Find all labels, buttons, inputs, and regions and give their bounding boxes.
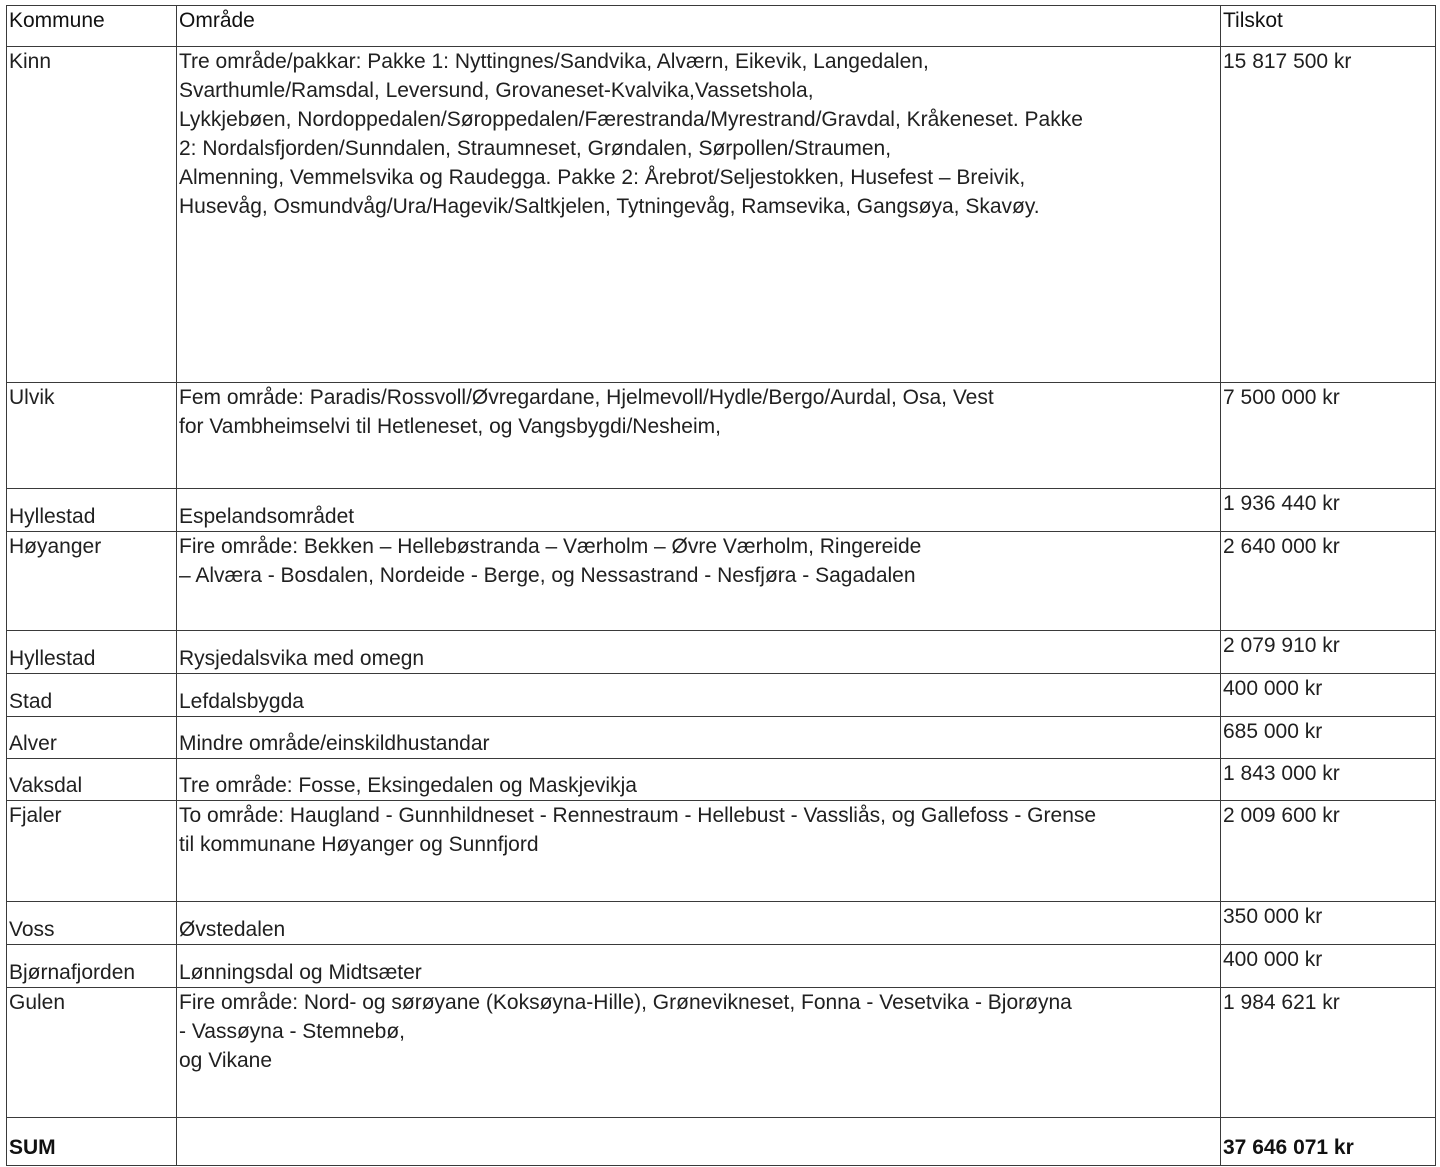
kommune-cell: Vaksdal [7,759,177,801]
tilskot-cell: 350 000 kr [1221,902,1436,945]
omrade-cell: Fire område: Nord- og sørøyane (Koksøyna-Hille), Grønevikneset, Fonna - Vesetvika - Bjorøyna - Vassøyna - Stemnebø, og Vikane [177,988,1221,1118]
sum-label: SUM [7,1118,177,1166]
kommune-cell: Stad [7,674,177,717]
omrade-cell: Mindre område/einskildhustandar [177,717,1221,759]
tilskot-cell: 2 079 910 kr [1221,631,1436,674]
tilskot-cell: 400 000 kr [1221,945,1436,988]
sum-empty-cell [177,1118,1221,1166]
header-kommune: Kommune [7,6,177,47]
kommune-cell: Alver [7,717,177,759]
kommune-cell: Høyanger [7,532,177,631]
tilskot-cell: 2 640 000 kr [1221,532,1436,631]
tilskot-cell: 2 009 600 kr [1221,801,1436,902]
sum-total: 37 646 071 kr [1221,1118,1436,1166]
omrade-cell: Øvstedalen [177,902,1221,945]
kommune-cell: Hyllestad [7,489,177,532]
kommune-cell: Hyllestad [7,631,177,674]
table-row [7,945,1436,988]
omrade-cell: Lønningsdal og Midtsæter [177,945,1221,988]
table-row [7,631,1436,674]
header-omrade: Område [177,6,1221,47]
omrade-cell: Tre område: Fosse, Eksingedalen og Maskjevikja [177,759,1221,801]
omrade-cell: Espelandsområdet [177,489,1221,532]
kommune-cell: Bjørnafjorden [7,945,177,988]
table-row [7,902,1436,945]
kommune-cell: Kinn [7,47,177,383]
kommune-cell: Fjaler [7,801,177,902]
grant-table [6,5,1436,1166]
omrade-cell: Lefdalsbygda [177,674,1221,717]
tilskot-cell: 1 843 000 kr [1221,759,1436,801]
tilskot-cell: 7 500 000 kr [1221,383,1436,489]
omrade-cell: To område: Haugland - Gunnhildneset - Rennestraum - Hellebust - Vassliås, og Gallefoss - Grense til kommunane Høyanger og Sunnfjord [177,801,1221,902]
omrade-cell: Tre område/pakkar: Pakke 1: Nyttingnes/Sandvika, Alværn, Eikevik, Langedalen, Svarthumle/Ramsdal, Leversund, Grovaneset-Kvalvika,Vassetshola, Lykkjebøen, Nordoppedalen/Søroppedalen/Færestranda/Myrestrand/Gravdal, Kråkeneset. Pakke 2: Nordalsfjorden/Sunndalen, Straumneset, Grøndalen, Sørpollen/Straumen, Almenning, Vemmelsvika og Raudegga. Pakke 2: Årebrot/Seljestokken, Husefest – Breivik, Husevåg, Osmundvåg/Ura/Hagevik/Saltkjelen, Tytningevåg, Ramsevika, Gangsøya, Skavøy. [177,47,1221,383]
table-row [7,988,1436,1118]
omrade-cell: Fem område: Paradis/Rossvoll/Øvregardane, Hjelmevoll/Hydle/Bergo/Aurdal, Osa, Vest for Vambheimselvi til Hetleneset, og Vangsbygdi/Nesheim, [177,383,1221,489]
table-row [7,383,1436,489]
tilskot-cell: 1 984 621 kr [1221,988,1436,1118]
tilskot-cell: 15 817 500 kr [1221,47,1436,383]
table-row [7,759,1436,801]
omrade-cell: Fire område: Bekken – Hellebøstranda – Værholm – Øvre Værholm, Ringereide – Alværa - Bosdalen, Nordeide - Berge, og Nessastrand - Nesfjøra - Sagadalen [177,532,1221,631]
header-tilskot: Tilskot [1221,6,1436,47]
tilskot-cell: 685 000 kr [1221,717,1436,759]
tilskot-cell: 400 000 kr [1221,674,1436,717]
sum-row [7,1118,1436,1166]
tilskot-cell: 1 936 440 kr [1221,489,1436,532]
kommune-cell: Ulvik [7,383,177,489]
table-row [7,489,1436,532]
table-row [7,47,1436,383]
header-row [7,6,1436,47]
table-row [7,674,1436,717]
omrade-cell: Rysjedalsvika med omegn [177,631,1221,674]
table-row [7,717,1436,759]
table-row [7,801,1436,902]
table-row [7,532,1436,631]
kommune-cell: Voss [7,902,177,945]
kommune-cell: Gulen [7,988,177,1118]
